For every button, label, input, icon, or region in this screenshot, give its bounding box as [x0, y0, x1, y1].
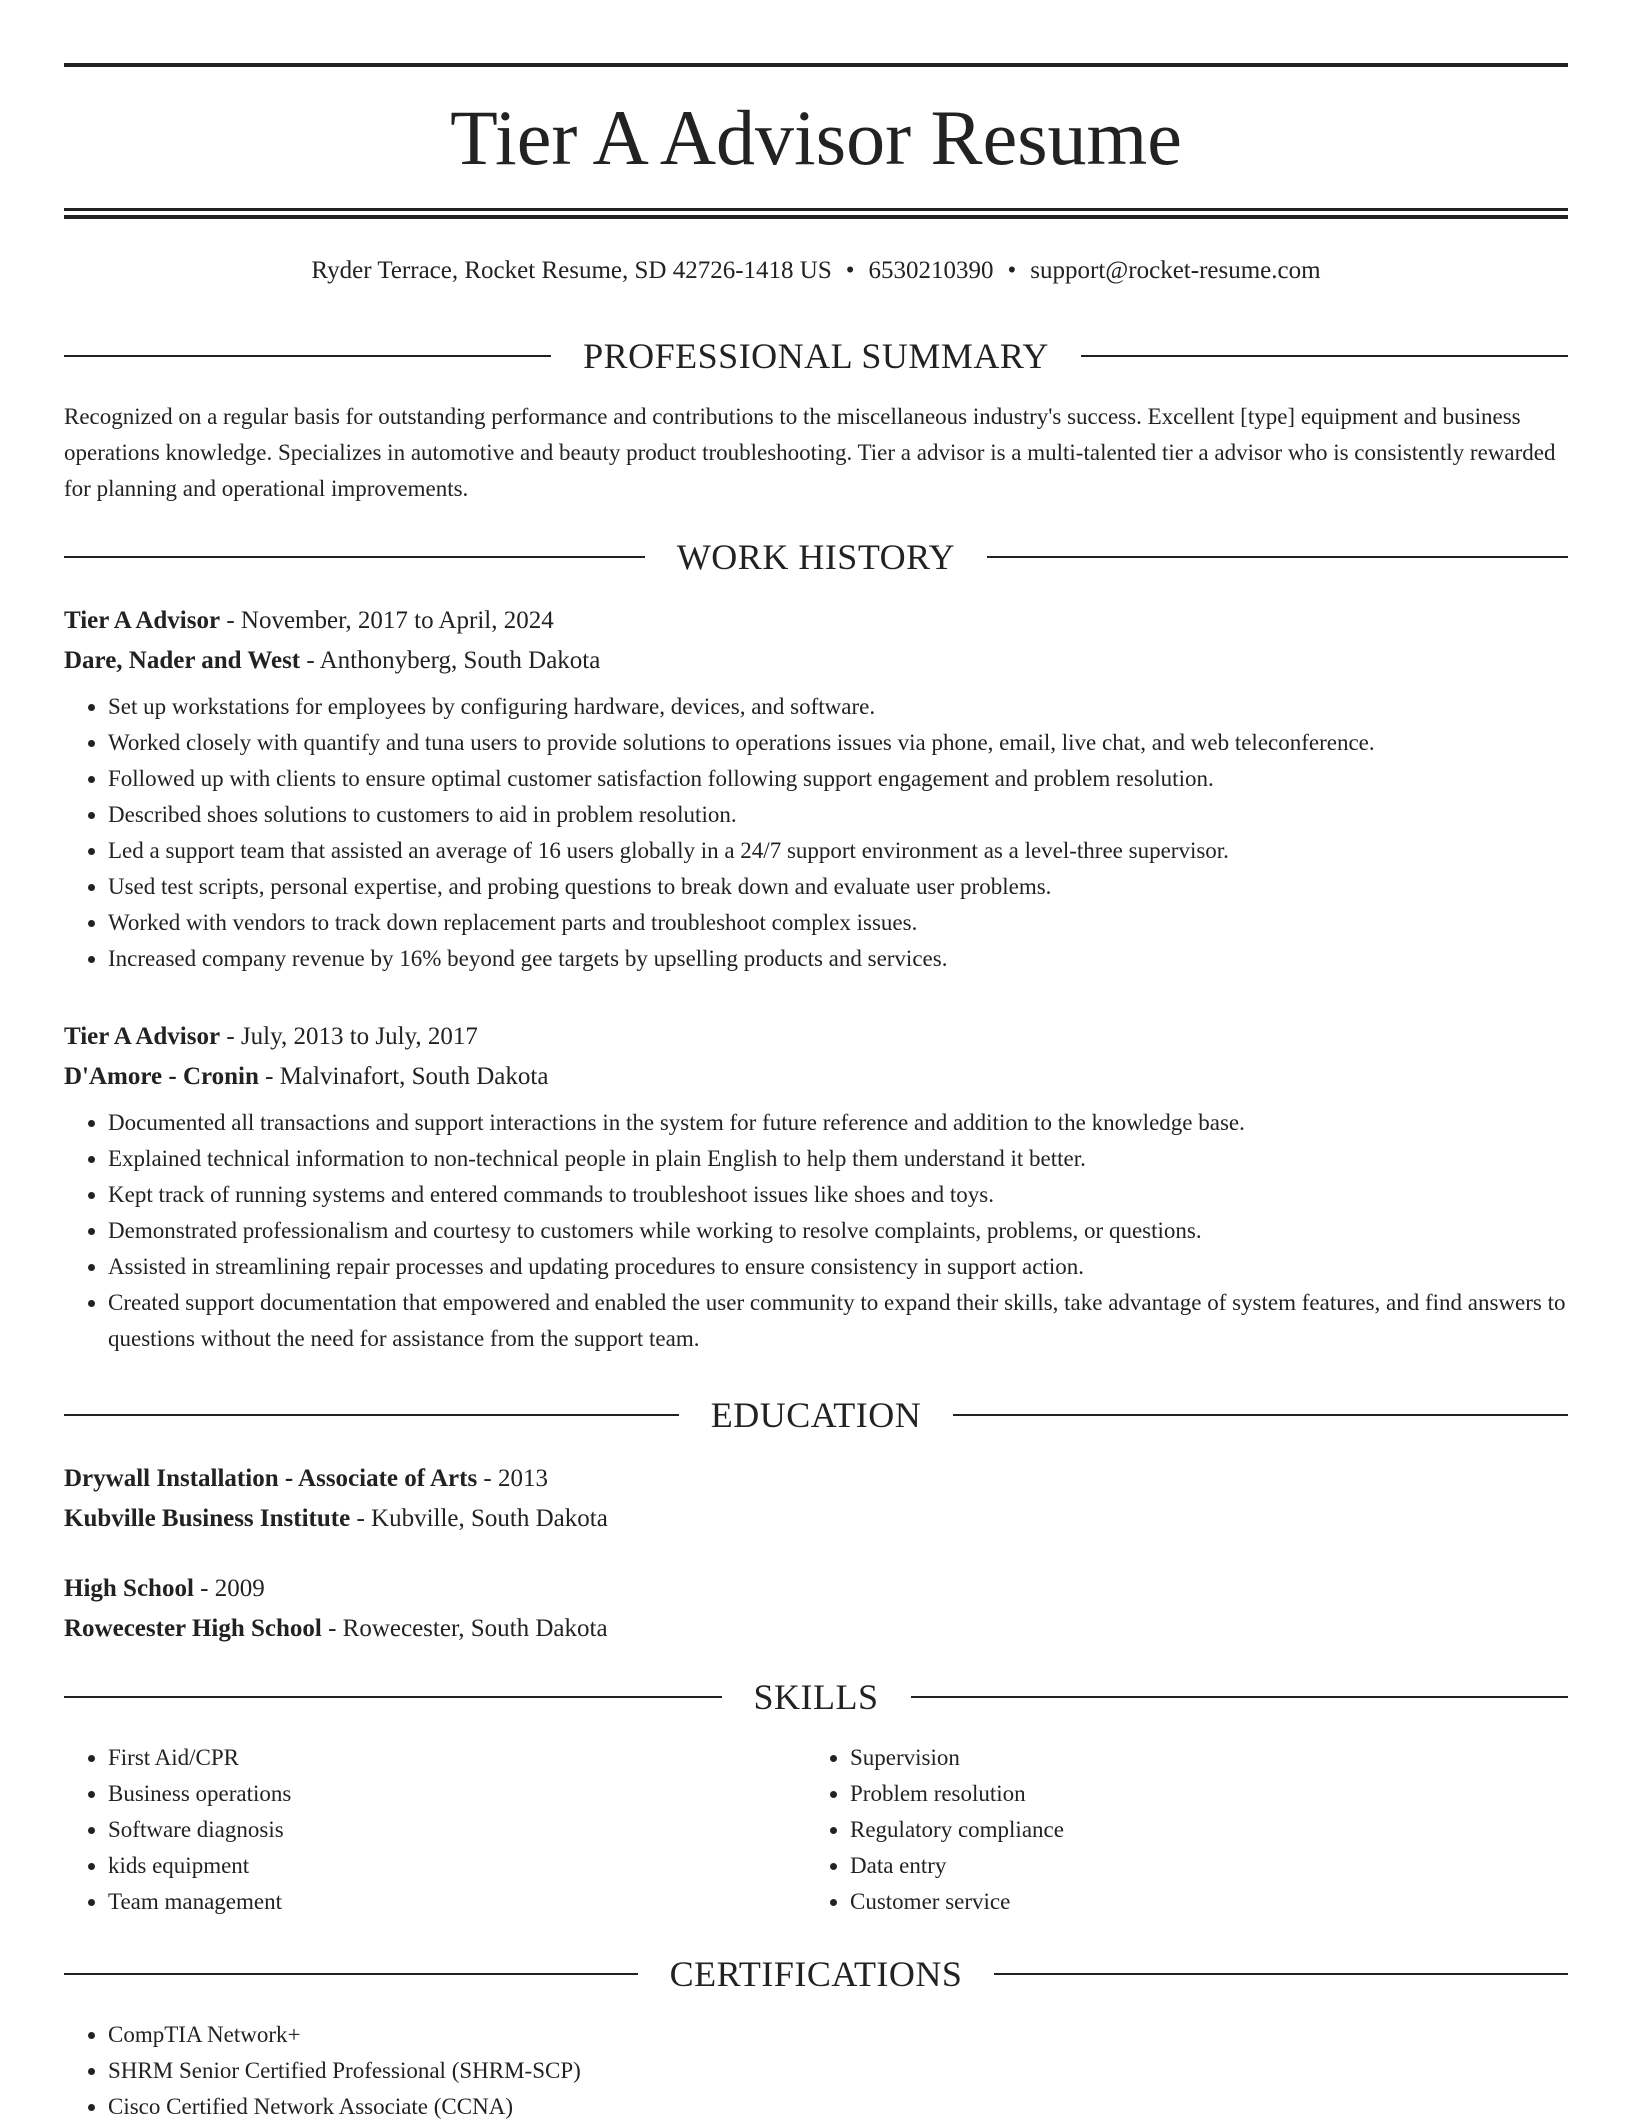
section-rule [64, 1696, 722, 1698]
education-location: - Kubville, South Dakota [350, 1505, 608, 1532]
job-title: Tier A Advisor [64, 1023, 221, 1050]
skill-item: • Business operations [108, 1776, 806, 1812]
section-header-certifications [64, 1952, 1568, 1996]
skills-list-right [806, 1740, 1548, 1920]
section-rule [64, 355, 551, 357]
education-degree-line [64, 1459, 1568, 1499]
certifications [64, 2017, 1568, 2125]
job-company: Dare, Nader and West [64, 647, 301, 674]
resume-title: Tier A Advisor Resume [450, 94, 1182, 181]
contact-address: Ryder Terrace, Rocket Resume, SD 42726-1418 US [311, 257, 832, 284]
list-item: • Set up workstations for employees by configuring hardware, devices, and software. [108, 689, 1568, 725]
section-rule [64, 1414, 679, 1416]
list-item: • Used test scripts, personal expertise, and probing questions to break down and evaluate user problems. [108, 869, 1568, 905]
education-school-line [64, 1609, 1568, 1649]
summary-text: Recognized on a regular basis for outstanding performance and contributions to the miscellaneous industry's success. Excellent [type] equipment and business operations knowledge. Specializes in automotive and beauty product troubleshooting. Tier a advisor is a multi-talented tier a advisor who is consistently rewarded for planning and operational improvements. [64, 404, 1556, 501]
skills-columns [64, 1740, 1568, 1920]
skill-item: • Software diagnosis [108, 1812, 806, 1848]
education-year: - 2009 [193, 1575, 265, 1602]
section-title: CERTIFICATIONS [669, 1954, 963, 1994]
skill-item: • Problem resolution [850, 1776, 1548, 1812]
section-rule [64, 556, 645, 558]
skills-list-left [64, 1740, 806, 1920]
section-rule [64, 1973, 638, 1975]
skill-item: • Team management [108, 1884, 806, 1920]
title-rule-lower [64, 215, 1568, 219]
job-dates: - November, 2017 to April, 2024 [220, 607, 554, 634]
list-item: • Worked closely with quantify and tuna users to provide solutions to operations issues via phone, email, live chat, and web teleconference. [108, 725, 1568, 761]
education-school: Kubville Business Institute [64, 1505, 351, 1532]
section-header-work [64, 535, 1568, 579]
education-degree-line [64, 1569, 1568, 1609]
contact-line [64, 255, 1568, 287]
list-item: • Followed up with clients to ensure optimal customer satisfaction following support engagement and problem resolution. [108, 761, 1568, 797]
section-header-summary [64, 334, 1568, 378]
job-bullets [64, 1105, 1568, 1357]
job-title-line [64, 601, 1568, 641]
job-entry [64, 601, 1568, 977]
education-entry [64, 1459, 1568, 1539]
certification-item: • SHRM Senior Certified Professional (SHRM-SCP) [108, 2053, 1568, 2089]
section-title: EDUCATION [710, 1395, 922, 1435]
skill-item: • First Aid/CPR [108, 1740, 806, 1776]
education-degree: Drywall Installation - Associate of Arts [64, 1465, 478, 1492]
skill-item: • Supervision [850, 1740, 1548, 1776]
education-location: - Rowecester, South Dakota [321, 1615, 608, 1642]
section-rule [987, 556, 1568, 558]
job-company-line [64, 1057, 1568, 1097]
contact-separator: • [1007, 257, 1017, 284]
section-rule [911, 1696, 1569, 1698]
education-entry [64, 1569, 1568, 1649]
section-header-education [64, 1393, 1568, 1437]
skill-item: • Data entry [850, 1848, 1548, 1884]
section-header-skills [64, 1675, 1568, 1719]
job-company-line [64, 641, 1568, 681]
list-item: • Increased company revenue by 16% beyond gee targets by upselling products and services. [108, 941, 1568, 977]
job-company: D'Amore - Cronin [64, 1063, 259, 1090]
section-title: PROFESSIONAL SUMMARY [583, 336, 1049, 376]
certification-item: • CompTIA Network+ [108, 2017, 1568, 2053]
job-location: - Anthonyberg, South Dakota [300, 647, 601, 674]
contact-separator: • [845, 257, 855, 284]
section-rule [953, 1414, 1568, 1416]
education-year: - 2013 [477, 1465, 548, 1492]
list-item: • Explained technical information to non-technical people in plain English to help them understand it better. [108, 1141, 1568, 1177]
section-title: SKILLS [753, 1677, 879, 1717]
skill-item: • Regulatory compliance [850, 1812, 1548, 1848]
certifications-list [64, 2017, 1568, 2125]
list-item: • Assisted in streamlining repair processes and updating procedures to ensure consistency in support action. [108, 1249, 1568, 1285]
section-rule [1081, 355, 1568, 357]
top-rule [64, 63, 1568, 67]
section-title: WORK HISTORY [676, 537, 956, 577]
job-location: - Malvinafort, South Dakota [258, 1063, 549, 1090]
certification-item: • Cisco Certified Network Associate (CCNA) [108, 2089, 1568, 2125]
skill-item: • kids equipment [108, 1848, 806, 1884]
education-school-line [64, 1499, 1568, 1539]
contact-phone: 6530210390 [868, 257, 994, 284]
contact-email: support@rocket-resume.com [1030, 257, 1321, 284]
skill-item: • Customer service [850, 1884, 1548, 1920]
list-item: • Created support documentation that empowered and enabled the user community to expand their skills, take advantage of system features, and find answers to questions without the need for assistance from the support team. [108, 1285, 1568, 1357]
education-degree: High School [64, 1575, 194, 1602]
education-school: Rowecester High School [64, 1615, 322, 1642]
list-item: • Demonstrated professionalism and courtesy to customers while working to resolve complaints, problems, or questions. [108, 1213, 1568, 1249]
list-item: • Led a support team that assisted an average of 16 users globally in a 24/7 support environment as a level-three supervisor. [108, 833, 1568, 869]
section-rule [994, 1973, 1568, 1975]
job-title-line [64, 1017, 1568, 1057]
job-title: Tier A Advisor [64, 607, 221, 634]
list-item: • Worked with vendors to track down replacement parts and troubleshoot complex issues. [108, 905, 1568, 941]
job-dates: - July, 2013 to July, 2017 [220, 1023, 478, 1050]
list-item: • Documented all transactions and support interactions in the system for future reference and addition to the knowledge base. [108, 1105, 1568, 1141]
job-entry [64, 1017, 1568, 1357]
list-item: • Kept track of running systems and entered commands to troubleshoot issues like shoes and toys. [108, 1177, 1568, 1213]
list-item: • Described shoes solutions to customers to aid in problem resolution. [108, 797, 1568, 833]
title-rule-upper [64, 208, 1568, 211]
job-bullets [64, 689, 1568, 977]
